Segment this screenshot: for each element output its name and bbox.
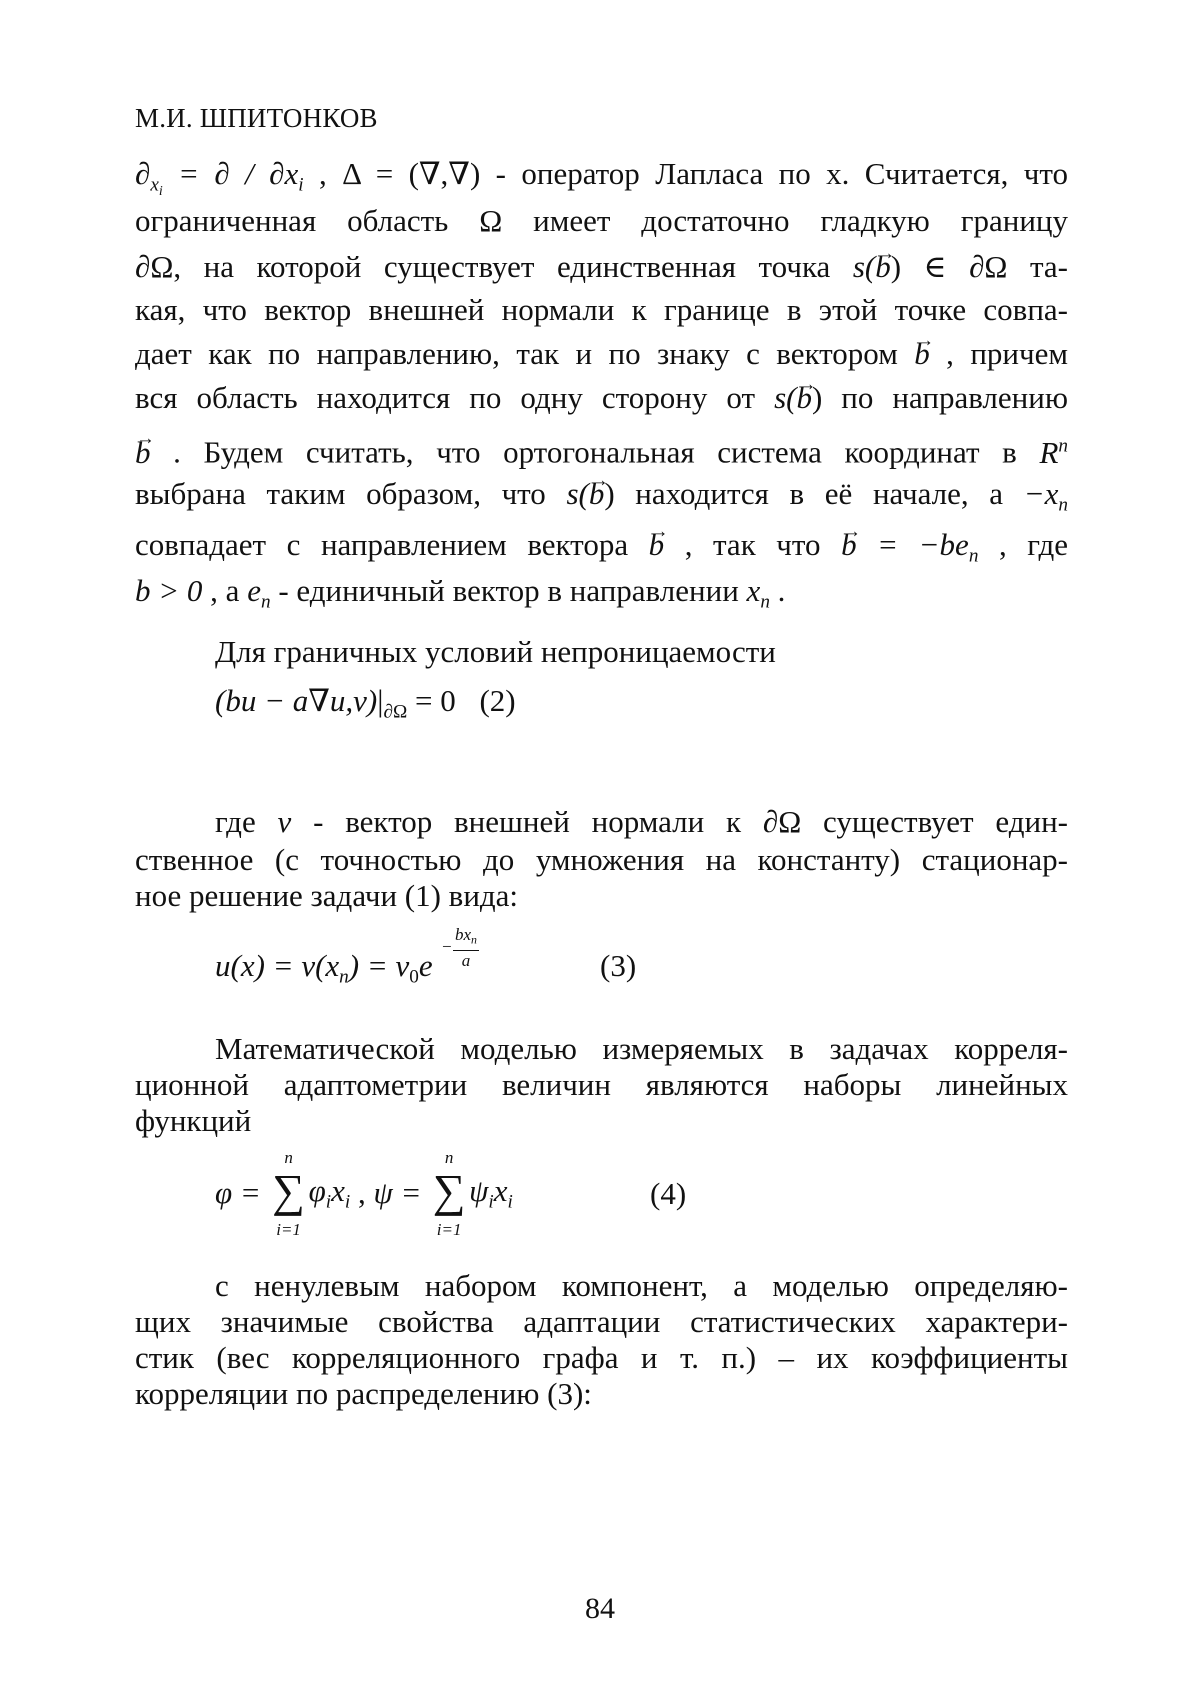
math-point: s(→ b) ∈ ∂Ω: [853, 249, 1008, 284]
sum-symbol: n ∑ i=1: [432, 1148, 466, 1239]
text-line: функций: [135, 1103, 252, 1138]
text-line: где ν - вектор внешней нормали к ∂Ω существует един-: [215, 804, 1069, 839]
text-line: Для граничных условий непроницаемости: [215, 634, 776, 669]
text-line: щих значимые свойства адаптации статистических характери-: [135, 1304, 1068, 1339]
equation-label: (2): [479, 683, 516, 718]
math-partial: $\partial_{xi}$ = ∂ / $\partial x_i$: [135, 156, 304, 200]
text-line: → b . Будем считать, что ортогональная система координат в $R^n$: [135, 422, 1068, 476]
text-line: ное решение задачи (1) вида:: [135, 878, 519, 913]
equation-label: (3): [600, 948, 637, 983]
text-line: стик (вес корреляционного графа и т. п.) – их коэффициенты: [135, 1340, 1068, 1375]
exponent-fraction: − $bx_n$ a: [441, 925, 477, 970]
math-laplace: Δ = (∇,∇): [342, 156, 481, 191]
equation-label: (4): [650, 1176, 687, 1211]
text-line: совпадает с направлением вектора → b , так что → $b = -be_n$ , где: [135, 521, 1068, 580]
text-line: $\partial_{xi}$ = ∂ / $\partial x_i$ , Δ = (∇,∇) - оператор Лапласа по х. Считается, что: [135, 156, 1068, 200]
text-line: выбрана таким образом, что s(→ b) находится в её начале, $а -x_n$: [135, 470, 1068, 529]
text-line: с ненулевым набором компонент, а моделью определяю-: [215, 1268, 1068, 1303]
equation-3: $u(x) = v(x_n) = v_0e$: [215, 948, 433, 988]
text-line: дает как по направлению, так и по знаку с вектором → b , причем: [135, 330, 1068, 377]
text-line: ∂Ω, на которой существует единственная точка s(→ b) ∈ ∂Ω та-: [135, 243, 1068, 290]
sum-symbol: n ∑ i=1: [272, 1148, 305, 1239]
text-line: корреляции по распределению (3):: [135, 1376, 592, 1411]
text-line: b > 0 , а $e_n$ - единичный вектор в направлении $x_n$ .: [135, 573, 786, 613]
text-line: ционной адаптометрии величин являются наборы линейных: [135, 1067, 1068, 1102]
text-line: ограниченная область Ω имеет достаточно гладкую границу: [135, 203, 1068, 238]
equation-2: $(bu - a\nabla u,\nu)|_{\partial\Omega} = 0$ (2): [215, 683, 516, 723]
text-line: Математической моделью измеряемых в задачах корреля-: [215, 1031, 1068, 1066]
page-number: 84: [585, 1592, 615, 1625]
text-line: ственное (с точностью до умножения на константу) стационар-: [135, 842, 1068, 877]
text-line: кая, что вектор внешней нормали к границе в этой точке совпа-: [135, 292, 1068, 327]
text-line: вся область находится по одну сторону от s(→ b) по направлению: [135, 374, 1068, 421]
running-head: М.И. ШПИТОНКОВ: [135, 103, 378, 133]
equation-4: φ = n ∑ i=1 $\varphi_ix_i$ , ψ = n ∑ i=1 $\psi_ix_i$: [215, 1148, 513, 1239]
